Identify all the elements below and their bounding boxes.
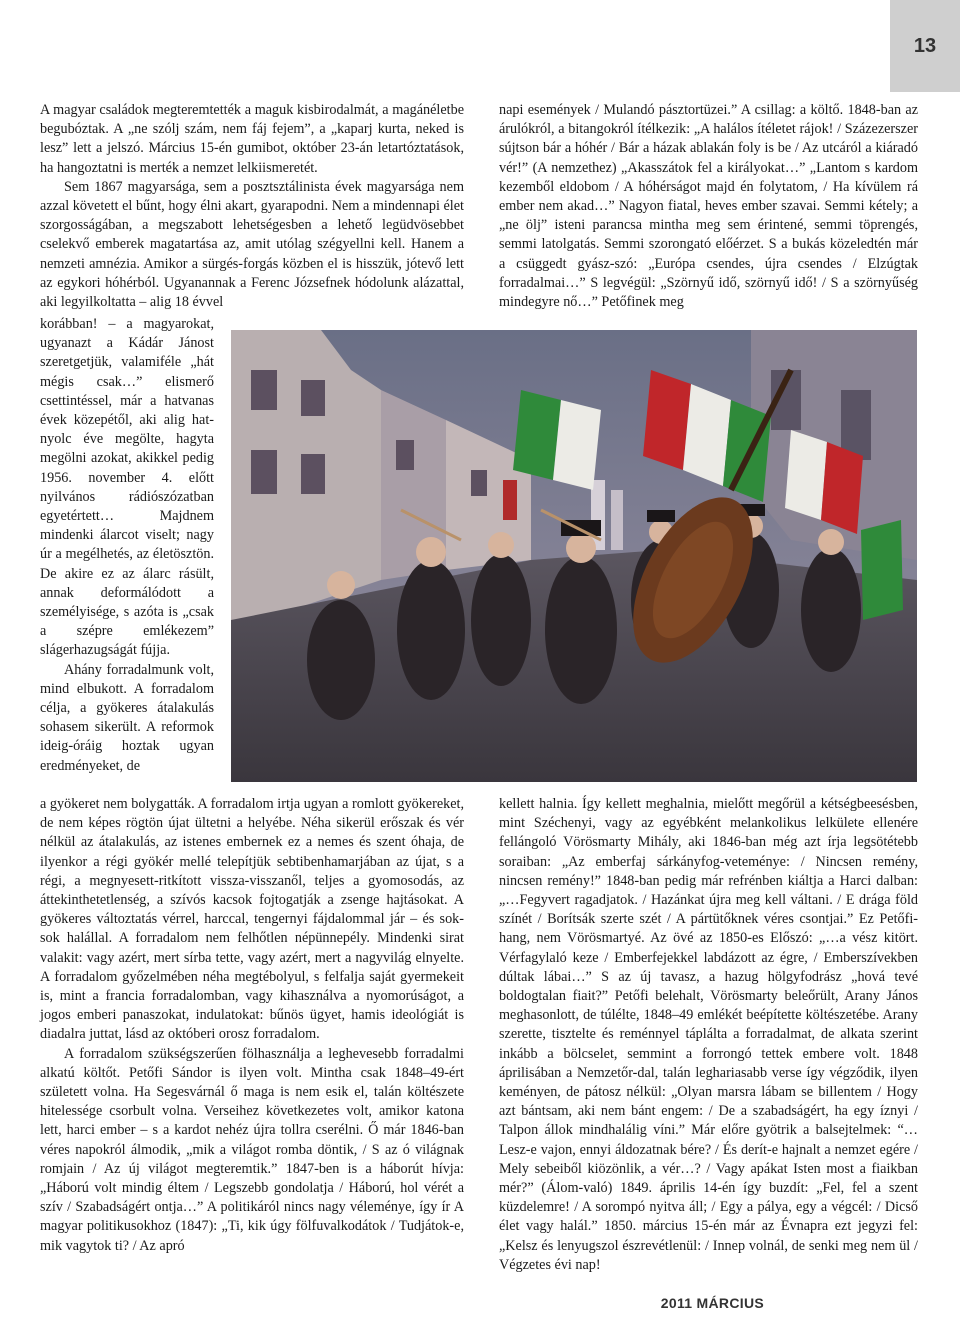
left-column-beside-photo xyxy=(40,315,214,776)
paragraph: kellett halnia. Így kellett meghalnia, mielőtt megőrül a kétségbeesésben, mint Széchenyi, vagy az egyébként melankolikus lelkülete ellenére fellángoló Vörösmarty Mihály, aki 1846-ban még azt írja legsötétebb soraiban: „Az emberfaj sárkányfog-veteménye: / Nincsen remény, nincsen remény!” 1848-ban pedig már refrénben kiáltja a Harci dalban: „…Fegyvert ragadjatok. / Hazánkat újra meg kell váltani. / E drága föld színét / Borítsák szerte szét / A pártütőknek véres csontjai.” Ez Petőfi-hang, nem Vörösmartyé. Az övé az 1850-es Előszó: „…a vész kitört. Vérfagylaló keze / Emberfejekkel labdázott az égre, / Emberszívekben dúltak lábai…” S az új tavasz, a hazug hölgyfodrász „hová tevé boldogtalan fiait?” Petőfi belehalt, Vörösmarty beleőrült, Arany János meghasonlott, de túlélte, 1848–49 emlékét beépítette költészetébe. Arany szerette, tisztelte és reménnyel táplálta a forradalmat, de alkata szerint inkább a bölcselet, semmint a forrongó tettek embere volt. 1848 áprilisában a Nemzetőr-dal, talán leghariasabb verse így végződik, ilyen keményen, de pátosz nélkül: „Olyan marsra lábam se billentem / Hogy azt bántsam, aki nem bánt engem: / De a szabadságért, ha egy íznyi / Talpon állok mindhalálig víni.” Már előre gyötrik a balsejtelmek: “…Lesz-e vajon, ennyi áldozatnak bére? / És derít-e hajnalt a nemzet egére / Mely sebeiből kiözönlik, a vér…? / Vagy apákat Isten most a fiaikban mér?” (Álom-való) 1849. április 14-én így buzdít: „Fel, fel a szent küzdelemre! / A sorompó nyitva áll; / Egy a pálya, egy a végcél: / Dicső élet vagy halál.” 1850. március 15-én már az Évnapra ezt jegyzi fel: „Kelsz és lenyugszol észrevétlenül: / Innep volnál, de senki meg nem ül / Végzetes évi nap! xyxy=(499,796,918,1273)
photo-illustration xyxy=(231,330,917,782)
left-column-bottom xyxy=(40,795,464,1256)
paragraph: Ahány forradalmunk volt, mind elbukott. A forradalom célja, a gyökeres átalakulás sohasem sikerült. A reformok ideig-óráig hoztak ugyan eredményeket, de xyxy=(40,661,214,774)
paragraph: korábban! – a magyarokat, ugyanazt a Kádár Jánost szeretgetjük, valamiféle „hát mégis csak…” elismerő csettintéssel, már a hatvanas évek közepétől, aki alig hat-nyolc éve megölte, hagyta megölni azokat, akikkel pedig 1956. november 4. előtt nyilvános rádiószózatban egyetértett… Majdnem mindenki álarcot viselt; nagy úr a megélhetés, az életösztön. De akire ez az álarc rásült, annak deformálódott a személyisége, s azóta is „csak a szépre emlékezem” slágerhazugságát fújja. xyxy=(40,316,214,659)
paragraph: A forradalom szükségszerűen fölhasználja a leghevesebb forradalmi alkatú költőt. Petőfi Sándor is ilyen volt. Mintha csak 1848–49-ért született volna. Ha Segesvárnál ő maga is nem esik el, talán költészete hitelessége csorbult volna. Verseihez következetes volt, amikor katona lett, harci ember – s a kardot nehéz újra tollra cserélni. Ő már 1846-ban véres napokról álmodik, „mik a világot romba döntik, / S az ó világnak romjain / Az új világot megteremtik.” 1847-ben is a háborút hívja: „Háború volt mindig éltem / Legszebb gondolatja / Háború, hol vérét a szív / Szabadságért ontja…” A politikáról nincs nagy véleménye, így ír A magyar politikusokhoz (1847): „Ti, kik úgy fölfuvalkodátok / Tudjátok-e, mik vagytok ti? / Az apró xyxy=(40,1045,464,1254)
paragraph: napi események / Mulandó pásztortüzei.” A csillag: a költő. 1848-ban az árulókról, a bitangokról ítélkezik: „A halálos ítéletet rájok! / Százezerszer sújtson bár a hóhér / Bár a házak ablakán foly is be / Az utcáról a kiáradó vér!” (A nemzethez) „Akasszátok fel a királyokat…” „Lantom s kardom kezemből eldobom / A hóhérságot majd én folytatom, / Ha kívülem rá ember nem akad…” Nagyon fiatal, heves ember szavai. Semmi kétely; a „ne ölj” isteni parancsa mintha meg sem érintené, semmi töprengés, semmi latolgatás. Semmi szorongató előérzet. S a bukás közeledtén már a csüggedt gyász-szó: „Európa csendes, újra csendes / Elzúgtak forradalmai…” S legvégül: „Szörnyű idő, szörnyű idő! / S a szörnyűség mindegyre nő…” Petőfinek meg xyxy=(499,102,918,311)
right-column-bottom xyxy=(499,795,918,1275)
issue-footer: 2011 MÁRCIUS xyxy=(660,1295,764,1311)
paragraph: A magyar családok megteremtették a maguk kisbirodalmát, a magánéletbe begubóztak. A „ne szólj szám, nem fáj fejem”, a „kaparj kurta, neked is lesz” lett a jelszó. Március 15-én gumibot, október 23-án letartóztatások, ha hangoztatni is merték a nemzet lelkiismeretét. xyxy=(40,102,464,176)
right-column-top xyxy=(499,101,918,312)
paragraph: Sem 1867 magyarsága, sem a posztsztálinista évek magyarsága nem azzal követett el bűnt, hogy élni akart, gyarapodni. Nem a mindennapi élet szorgosságában, a megszabott lehetségesben a lehető legüdvösebbet cselekvő emberek magatartása az, amit utólag szégyellni kell. Hanem a nemzeti amnézia. Amikor a sürgés-forgás közben el is hisszük, jótevő lett az egykori hóhérból. Ugyanannak a Ferenc Józsefnek hódolunk alázattal, aki legyilkoltatta – alig 18 évvel xyxy=(40,178,464,311)
paragraph: a gyökeret nem bolygatták. A forradalom irtja ugyan a romlott gyökereket, de nem képes rögtön újat ültetni a helyébe. Néha sikerül erőszak és vér nélkül az átalakulás, az istenes embernek ez a nemes és szent óhaja, de ilyenkor a régi gyökér mellé telepítjük sebtibenhamarjában az újat, s a régi, a megnyesett-ritkított vissza-visszanől, teljes a gyomosodás, az áttekinthetetlenség, a szívós kacsok fojtogatják a zsenge hajtásokat. A gyökeres változtatás vérrel, harccal, tengernyi fájdalommal jár – és sok-sok halállal. A forradalom nem felhőtlen népünnepély. Mindenki sirat valakit: vagy azért, mert sírba tette, vagy azért, mert a nagyvilág elnyelte. A forradalom győzelmében néha megtébolyul, s felfalja saját gyermekeit is, mint a francia forradalomban, vagy kihasználva a nyomorúságot, a jogos emberi panaszokat, indulatokat: bűnös ügyet, hamis ideológiát is diadalra juttat, lásd az októberi orosz forradalom. xyxy=(40,796,464,1043)
march-procession-photo xyxy=(231,330,917,782)
page-number: 13 xyxy=(890,0,960,92)
left-column-top xyxy=(40,101,464,312)
